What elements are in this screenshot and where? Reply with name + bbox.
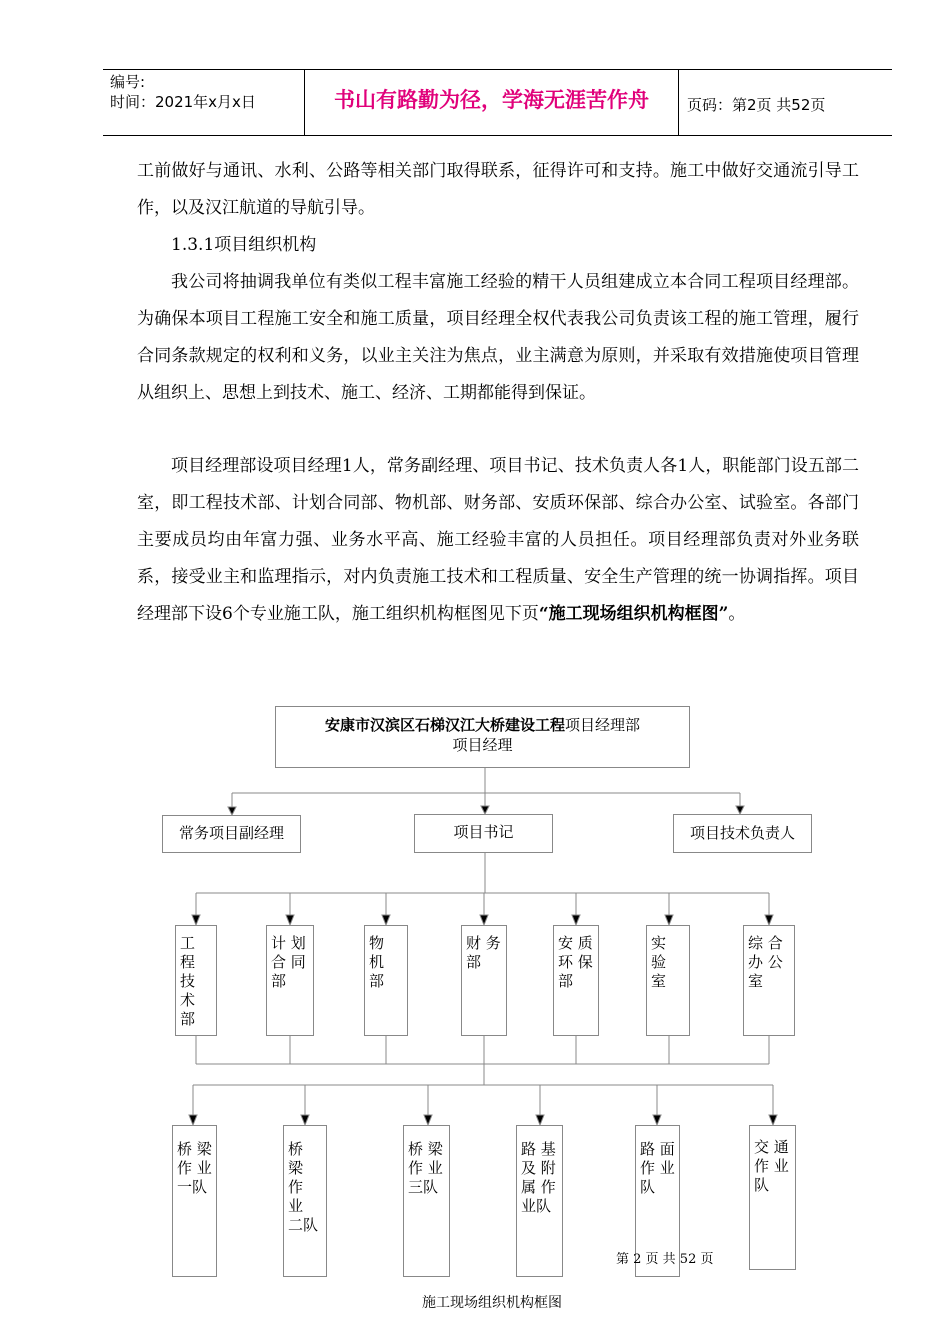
box-text-line: 部: [369, 972, 385, 990]
dept-office-box: [743, 925, 795, 1036]
team-bridge-1-box: [172, 1125, 217, 1277]
dept-safety-box: [553, 925, 599, 1036]
org-secretary-label: 项目书记: [453, 823, 514, 841]
paragraph-3-end: 。: [728, 604, 746, 624]
team-roadbed-box: [516, 1125, 563, 1277]
box-text-line: 作 业: [640, 1159, 675, 1177]
box-text-line: 交 通: [754, 1138, 789, 1156]
box-text-line: 作 业: [288, 1178, 304, 1215]
box-text-line: 队: [754, 1176, 770, 1194]
paragraph-3-text: 项目经理部设项目经理1人，常务副经理、项目书记、技术负责人各1人，职能部门设五部二室，即工程技术部、计划合同部、物机部、财务部、安质环保部、综合办公室、试验室。各部门主要成员均由年富力强、业务水平高、施工经验丰富的人员担任。项目经理部负责对外业务联系，接受业主和监理指示，对内负责施工技术和工程质量、安全生产管理的统一协调指挥。项目经理部下设6个专业施工队，施工组织机构框图见下页: [137, 456, 859, 624]
header-motto: 书山有路勤为径，学海无涯苦作舟: [334, 88, 649, 112]
box-text-line: 办 公: [748, 953, 783, 971]
org-top-dept: 项目经理部: [565, 716, 641, 734]
box-text-line: 桥 梁: [288, 1140, 304, 1177]
box-text-line: 计 划: [271, 934, 306, 952]
box-text-line: 综 合: [748, 934, 783, 952]
paragraph-1: 工前做好与通讯、水利、公路等相关部门取得联系，征得许可和支持。施工中做好交通流引导工作，以及汉江航道的导航引导。: [137, 161, 859, 218]
box-text-line: 环 保: [558, 953, 593, 971]
box-text-line: 路 面: [640, 1140, 675, 1158]
box-text-line: 二队: [288, 1216, 319, 1234]
org-deputy-manager-label: 常务项目副经理: [178, 824, 284, 842]
team-bridge-3-box: [403, 1125, 450, 1277]
org-top-role: 项目经理: [452, 736, 513, 754]
box-text-line: 作 业: [754, 1157, 789, 1175]
box-text-line: 工 程: [180, 934, 196, 971]
header-number-label: 编号:: [110, 73, 146, 91]
team-bridge-2-box: [283, 1125, 327, 1277]
box-text-line: 部: [558, 972, 574, 990]
dept-materials-box: [364, 925, 408, 1036]
section-heading: 1.3.1项目组织机构: [171, 235, 317, 255]
box-text-line: 财 务: [466, 934, 501, 952]
box-text-line: 桥 梁: [408, 1140, 443, 1158]
header-time-label: 时间：2021年x月x日: [110, 93, 256, 111]
paragraph-3-chart-ref: “施工现场组织机构框图”: [538, 604, 729, 624]
org-deputy-manager-box: [162, 815, 301, 853]
dept-lab-box: [646, 925, 690, 1036]
paragraph-2: 我公司将抽调我单位有类似工程丰富施工经验的精干人员组建成立本合同工程项目经理部。为确保本项目工程施工安全和施工质量，项目经理全权代表我公司负责该工程的施工管理，履行合同条款规定的权利和义务，以业主关注为焦点，业主满意为原则，并采取有效措施使项目管理从组织上、思想上到技术、施工、经济、工期都能得到保证。: [137, 272, 859, 403]
header-page-info: 页码：第2页 共52页: [687, 96, 826, 114]
org-tech-lead-box: [673, 814, 812, 853]
box-text-line: 技 术: [180, 972, 196, 1009]
box-text-line: 实 验: [651, 934, 667, 971]
box-text-line: 部: [180, 1010, 196, 1028]
box-text-line: 桥 梁: [177, 1140, 212, 1158]
box-text-line: 部: [271, 972, 287, 990]
box-text-line: 部: [466, 953, 482, 971]
box-text-line: 作 业: [177, 1159, 212, 1177]
box-text-line: 室: [748, 972, 764, 990]
box-text-line: 队: [640, 1178, 656, 1196]
box-text-line: 属 作: [521, 1178, 556, 1196]
org-secretary-box: [414, 814, 553, 853]
box-text-line: 一队: [177, 1178, 208, 1196]
team-traffic-box: [749, 1125, 796, 1270]
dept-engineering-box: [175, 925, 217, 1036]
org-chart-caption: 施工现场组织机构框图: [422, 1295, 562, 1311]
box-text-line: 合 同: [271, 953, 306, 971]
box-text-line: 安 质: [558, 934, 593, 952]
dept-planning-box: [266, 925, 314, 1036]
box-text-line: 业队: [521, 1197, 552, 1215]
box-text-line: 室: [651, 972, 667, 990]
org-tech-lead-label: 项目技术负责人: [689, 824, 795, 842]
box-text-line: 及 附: [521, 1159, 556, 1177]
dept-finance-box: [461, 925, 507, 1036]
box-text-line: 路 基: [521, 1140, 556, 1158]
box-text-line: 作 业: [408, 1159, 443, 1177]
page-footer: 第 2 页 共 52 页: [616, 1252, 714, 1267]
box-text-line: 物 机: [369, 934, 385, 971]
box-text-line: 三队: [408, 1178, 439, 1196]
org-top-project-name: 安康市汉滨区石梯汉江大桥建设工程: [324, 716, 565, 734]
org-top-box: [275, 706, 690, 768]
